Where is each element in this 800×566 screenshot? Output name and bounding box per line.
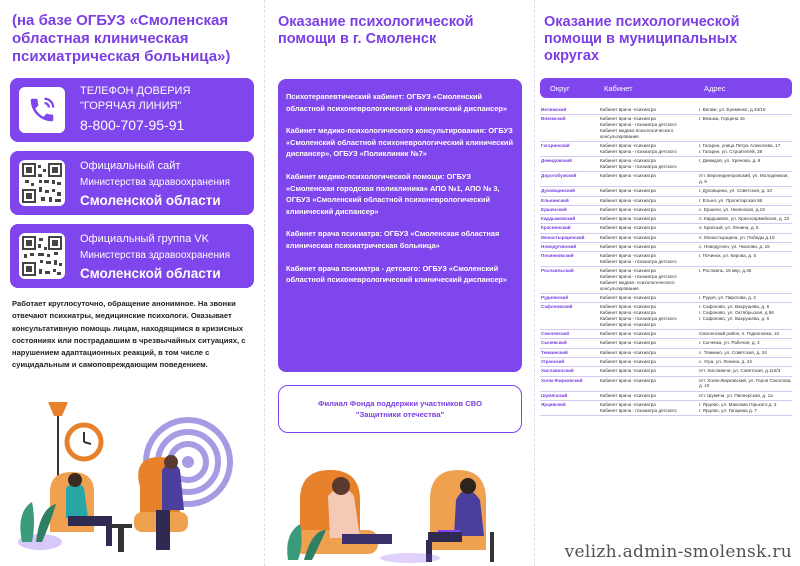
okrug-cell: Новодугинский xyxy=(541,244,577,250)
therapy-illustration xyxy=(280,440,530,566)
address-cell: с. Ершичи, ул. Низенская, д.19 xyxy=(699,206,765,212)
kabinet-cell: Кабинет врача -психиатра xyxy=(600,244,656,250)
okrug-cell: Сафоновский xyxy=(541,304,573,310)
okrug-cell: Починковский xyxy=(541,253,574,259)
okrug-cell: Угранский xyxy=(541,359,565,364)
col-header-address: Адрес xyxy=(704,84,726,93)
service-block: Кабинет медико-психологической помощи: ОГБУЗ «Смоленская городская поликлиника» АПО №1, АПО № 3, ОГБУЗ «Смоленский областной психоневрологический клинический диспансер» xyxy=(286,171,500,216)
table-row xyxy=(540,392,792,401)
kabinet-cell: Кабинет врача -психиатра Кабинет врача - психиатра детского Кабинет медико- психологического консультирования xyxy=(600,268,677,291)
okrug-cell: Монастырщинский xyxy=(541,234,585,240)
okrug-cell: Демидовский xyxy=(541,158,572,164)
kabinet-cell: Кабинет врача -психиатра xyxy=(600,295,656,301)
address-cell: г. Рославль, 15 мкр, д.45 xyxy=(699,268,752,274)
okrug-cell: Духовщинский xyxy=(541,188,575,194)
watermark-url: velizh.admin-smolensk.ru xyxy=(564,542,792,562)
panel-middle xyxy=(266,0,534,566)
kabinet-cell: Кабинет врача -психиатра xyxy=(600,107,656,112)
table-row xyxy=(540,401,792,416)
okrug-cell: Ершичский xyxy=(541,206,567,212)
fund-title: "Защитники отечества" xyxy=(355,410,445,419)
panel-left xyxy=(0,0,262,566)
kabinet-cell: Кабинет врача -психиатра xyxy=(600,216,656,222)
kabinet-cell: Кабинет врача -психиатра Кабинет врача -психиатра Кабинет врача - психиатра детского Кабинет врача -психиатра xyxy=(600,304,677,327)
okrug-cell: Ельнинский xyxy=(541,197,569,203)
okrug-cell: Хиславичский xyxy=(541,368,574,374)
kabinet-cell: Кабинет врача -психиатра xyxy=(600,359,656,364)
kabinet-cell: Кабинет врача -психиатра xyxy=(600,368,656,374)
address-cell: г. Сычевка, ул. Рабочая, д. 4 xyxy=(699,340,760,346)
address-cell: пгт. Шумячи, ул. Пионерская, д. 1а xyxy=(699,392,773,398)
vk-ministry: Министерства здравоохранения xyxy=(80,250,230,261)
vk-card[interactable] xyxy=(10,224,254,288)
table-row xyxy=(540,206,792,215)
kabinet-cell: Кабинет врача -психиатра xyxy=(600,340,656,346)
table-row xyxy=(540,358,792,367)
table-row xyxy=(540,224,792,233)
qr-code-vk-icon xyxy=(19,233,65,279)
okrug-cell: Смоленский xyxy=(541,331,570,337)
panel-right xyxy=(536,0,800,566)
table-row xyxy=(540,142,792,157)
address-cell: п. Монастырщина, ул. Победы д.10 xyxy=(699,234,775,240)
address-cell: г. Демидов, ул. Хренова, д. 9 xyxy=(699,158,761,164)
hotline-label: ТЕЛЕФОН ДОВЕРИЯ xyxy=(80,85,191,97)
kabinet-cell: Кабинет врача -психиатра Кабинет врача - психиатра детского xyxy=(600,142,677,154)
okrug-cell: Ярцевский xyxy=(541,401,566,407)
table-row xyxy=(540,267,792,294)
smolensk-services-panel xyxy=(278,79,522,372)
kabinet-cell: Кабинет врача -психиатра Кабинет врача - психиатра детского xyxy=(600,253,677,265)
okrug-cell: Холм-Жирковский xyxy=(541,377,583,383)
table-row xyxy=(540,172,792,187)
address-cell: п. Кардымово, ул. Красноармейская, д. 22 xyxy=(699,216,790,222)
kabinet-cell: Кабинет врача -психиатра xyxy=(600,197,656,203)
okrug-cell: Руднянский xyxy=(541,295,569,301)
table-header xyxy=(540,78,792,98)
okrug-cell: Гагаринский xyxy=(541,142,570,148)
kabinet-cell: Кабинет врача -психиатра Кабинет врача - психиатра детского Кабинет медико-психологического консультирования xyxy=(600,116,677,139)
okrug-cell: Рославльский xyxy=(541,268,574,274)
kabinet-cell: Кабинет врача -психиатра xyxy=(600,349,656,355)
table-row xyxy=(540,377,792,392)
okrug-cell: Сычевский xyxy=(541,340,567,346)
address-cell: пгт. Холм-Жирковский, ул. Героя Соколова, д. 10 xyxy=(699,377,792,389)
address-cell: г. Вязьма, Герцена 15 xyxy=(699,116,745,122)
smolensk-title: Оказание психологической помощи в г. Смоленск xyxy=(278,14,474,47)
table-row xyxy=(540,106,792,115)
vk-label: Официальный группа VK xyxy=(80,233,209,245)
table-row xyxy=(540,294,792,303)
okrug-cell: Темкинский xyxy=(541,349,568,355)
table-row xyxy=(540,243,792,252)
fund-name: Филиал Фонда поддержки участников СВО xyxy=(317,399,482,408)
phone-icon xyxy=(19,87,65,133)
kabinet-cell: Кабинет врача -психиатра xyxy=(600,206,656,212)
address-cell: с. Темкино, ул. Советская, д. 24 xyxy=(699,349,767,355)
svo-fund-box xyxy=(278,385,522,433)
kabinet-cell: Кабинет врача -психиатра xyxy=(600,331,656,337)
address-cell: г. Ельня, ул. Пролетарская 86 xyxy=(699,197,763,203)
hotline-number[interactable]: 8-800-707-95-91 xyxy=(80,117,185,133)
address-cell: пгт. Верхнеднепровский, ул. Молодежная, д. 9 xyxy=(699,173,789,184)
address-cell: пгт. Хиславичи, ул. Советская, д.115/3 xyxy=(699,368,781,374)
hotline-card xyxy=(10,78,254,142)
okrug-cell: Краснинский xyxy=(541,225,571,231)
table-row xyxy=(540,367,792,376)
hotline-description: Работает круглосуточно, обращение анонимное. На звонки отвечают психиатры, медицинские психологи. Оказывает консультативную помощь лицам, находящимся в кризисных состояниях или пострадавшим в чрезвычайных ситуациях, с нарушением адаптационных реакций, в том числе с суицидальным и самоповреждающим поведением. xyxy=(12,299,246,370)
table-row xyxy=(540,215,792,224)
address-cell: с. Угра, ул. Ленина, д. 44 xyxy=(699,359,752,364)
kabinet-cell: Кабинет врача -психиатра xyxy=(600,234,656,240)
address-cell: г. Велиж, ул. Еременко, д 23/10 xyxy=(699,107,766,112)
table-row xyxy=(540,187,792,196)
okrug-cell: Велижский xyxy=(541,107,567,112)
kabinet-cell: Кабинет врача -психиатра xyxy=(600,188,656,194)
vk-region: Смоленской области xyxy=(80,266,221,281)
hotline-sublabel: "ГОРЯЧАЯ ЛИНИЯ" xyxy=(80,100,182,112)
address-cell: г. Гагарин, улица Петра Алексеева, 17 г. Гагарин, ул. Строителей, 28 xyxy=(699,142,781,154)
table-row xyxy=(540,252,792,267)
table-row xyxy=(540,234,792,243)
kabinet-cell: Кабинет врача -психиатра xyxy=(600,392,656,398)
okrug-cell: Шумячский xyxy=(541,392,568,398)
table-row xyxy=(540,339,792,348)
address-cell: г. Ярцево, ул. Максима Горького д. 3 г. Ярцево, ул. Гагарина д. 7 xyxy=(699,401,777,413)
service-block: Кабинет врача психиатра: ОГБУЗ «Смоленская областная клиническая психиатрическая больница» xyxy=(286,229,500,250)
table-row xyxy=(540,115,792,142)
municipal-title: Оказание психологической помощи в муниципальных округах xyxy=(544,14,740,64)
counseling-illustration xyxy=(10,392,255,562)
okrug-cell: Вяземский xyxy=(541,116,566,122)
service-block: Психотерапевтический кабинет: ОГБУЗ «Смоленский областной психоневрологический клинический диспансер» xyxy=(286,92,508,113)
okrug-cell: Кардымовский xyxy=(541,216,576,222)
address-cell: п. Красный, ул. Ленина, д. 5 xyxy=(699,225,759,231)
site-label: Официальный сайт xyxy=(80,160,181,172)
site-ministry: Министерства здравоохранения xyxy=(80,177,230,188)
org-title: (на базе ОГБУЗ «Смоленская областная клиническая психиатрическая больница») xyxy=(12,12,231,65)
table-row xyxy=(540,349,792,358)
address-cell: г. Починок, ул. Кирова, д. 5 xyxy=(699,253,757,259)
table-row xyxy=(540,197,792,206)
col-header-okrug: Округ xyxy=(550,84,570,93)
service-block: Кабинет медико-психологического консультирования: ОГБУЗ «Смоленский областной психоневрологический клинический диспансер», ОГБУЗ «Поликлиник №7» xyxy=(286,126,514,159)
address-cell: с. Новодугино, ул. Чкалова, д. 15 xyxy=(699,244,770,250)
col-header-kabinet: Кабинет xyxy=(604,84,633,93)
qr-code-site-icon xyxy=(19,160,65,206)
kabinet-cell: Кабинет врача -психиатра xyxy=(600,225,656,231)
kabinet-cell: Кабинет врача -психиатра Кабинет врача - психиатра детского xyxy=(600,401,677,413)
site-region: Смоленской области xyxy=(80,193,221,208)
okrug-cell: Дорогобужский xyxy=(541,173,577,179)
address-cell: Смоленский район, п. Гедеоновка, 10 xyxy=(699,331,780,337)
table-row xyxy=(540,330,792,339)
kabinet-cell: Кабинет врача -психиатра xyxy=(600,173,656,179)
table-row xyxy=(540,157,792,172)
table-row xyxy=(540,303,792,330)
service-block: Кабинет врача психиатра - детского: ОГБУЗ «Смоленский областной психоневрологический клинический диспансер» xyxy=(286,263,508,285)
kabinet-cell: Кабинет врача -психиатра Кабинет врача - психиатра детского xyxy=(600,158,677,169)
address-cell: г. Сафоново, ул. Вахрушева, д. 6 г. Сафоново, ул. Октябрьская, д 86 г. Сафоново, ул. Вахрушева, д. 6 xyxy=(699,304,774,322)
municipal-table xyxy=(540,106,792,416)
kabinet-cell: Кабинет врача -психиатра xyxy=(600,377,656,383)
address-cell: г. Духовщина, ул. Советская, д. 10 xyxy=(699,188,772,194)
address-cell: г. Рудня, ул. Пирогова, д. 2 xyxy=(699,295,756,301)
site-card[interactable] xyxy=(10,151,254,215)
